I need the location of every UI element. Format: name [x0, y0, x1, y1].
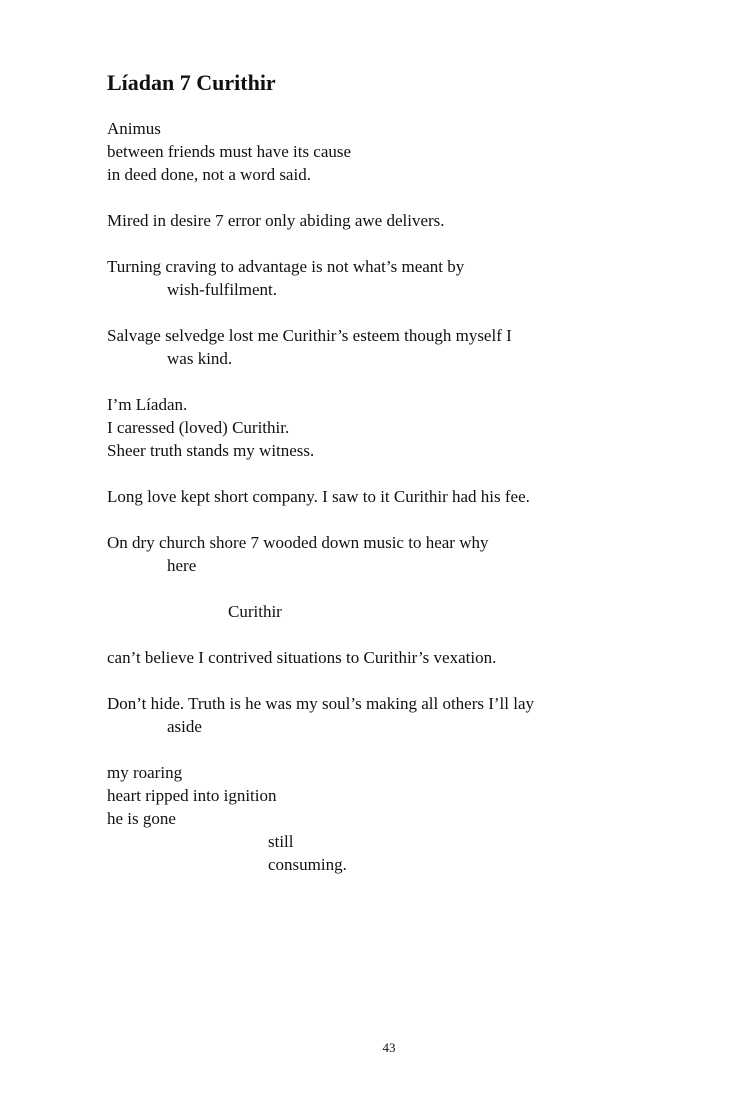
poem-line: my roaring [107, 763, 183, 782]
poem-body [107, 117, 707, 876]
poem-line: I caressed (loved) Curithir. [107, 418, 290, 437]
poem-line: Sheer truth stands my witness. [107, 441, 315, 460]
poem-line-indented: consuming. [268, 855, 347, 874]
poem-line: Turning craving to advantage is not what’s meant by [107, 257, 465, 276]
poem-line: On dry church shore 7 wooded down music to hear why [107, 533, 489, 552]
poem-line-indented: was kind. [167, 349, 233, 368]
poem-line: can’t believe I contrived situations to Curithir’s vexation. [107, 648, 497, 667]
poem-line: Animus [107, 119, 161, 138]
poem-line-indented: still [268, 832, 294, 851]
poem-line: I’m Líadan. [107, 395, 188, 414]
poem-line-indented: here [167, 556, 197, 575]
poem-line-indented: Curithir [228, 602, 282, 621]
poem-line: Long love kept short company. I saw to it Curithir had his fee. [107, 487, 530, 506]
poem-line: heart ripped into ignition [107, 786, 277, 805]
poem-line: Salvage selvedge lost me Curithir’s esteem though myself I [107, 326, 512, 345]
poem-line: in deed done, not a word said. [107, 165, 311, 184]
poem-line-indented: aside [167, 717, 202, 736]
poem-title: Líadan 7 Curithir [107, 70, 276, 95]
poem-line: Mired in desire 7 error only abiding awe delivers. [107, 211, 445, 230]
poem-line: between friends must have its cause [107, 142, 352, 161]
poem-line: he is gone [107, 809, 176, 828]
poem-line: Don’t hide. Truth is he was my soul’s making all others I’ll lay [107, 694, 535, 713]
page-number: 43 [382, 1040, 396, 1055]
poem-line-indented: wish-fulfilment. [167, 280, 278, 299]
